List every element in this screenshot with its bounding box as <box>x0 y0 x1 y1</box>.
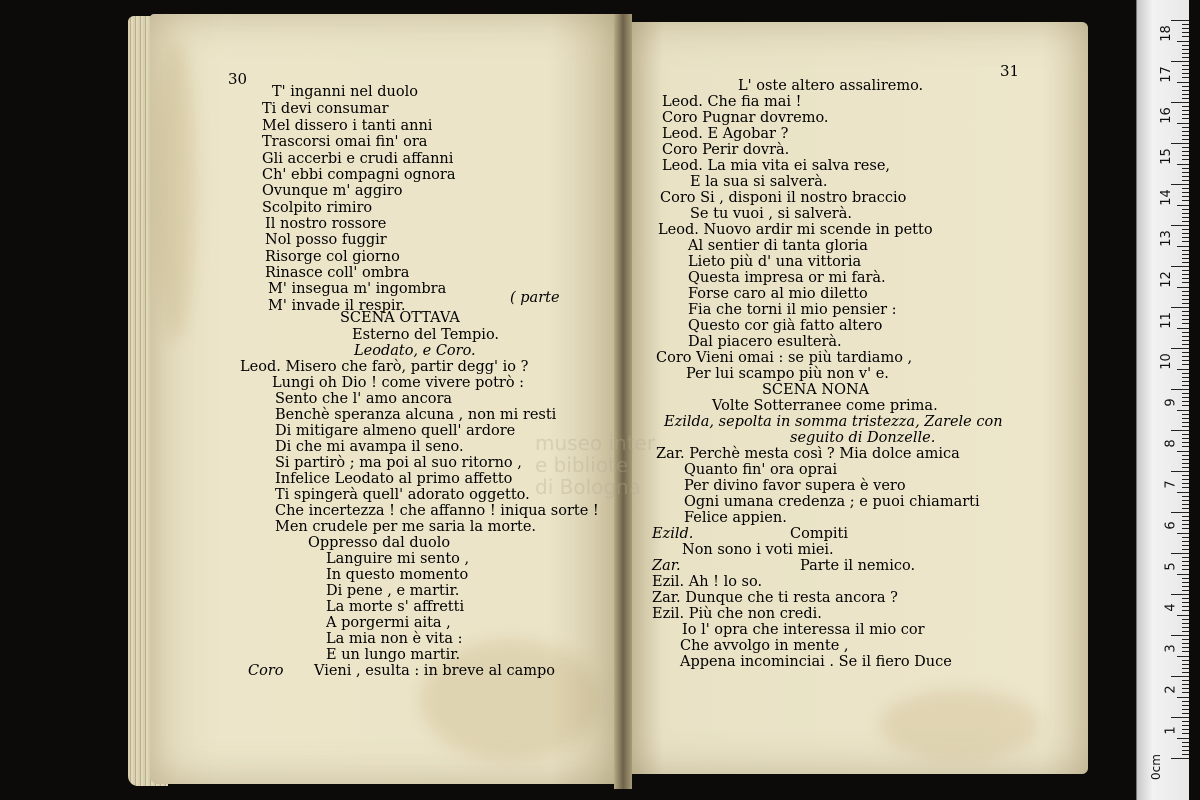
ruler-tick <box>1182 188 1189 189</box>
ruler-tick <box>1182 135 1189 136</box>
text-line: Questa impresa or mi farà. <box>688 270 886 286</box>
ruler-tick <box>1182 729 1189 730</box>
ruler-tick <box>1182 516 1189 517</box>
text-line: Non sono i voti miei. <box>682 542 834 558</box>
ruler-tick <box>1182 545 1189 546</box>
ruler-tick <box>1182 750 1189 751</box>
ruler-tick <box>1182 69 1189 70</box>
text-line: Gli accerbi e crudi affanni <box>262 151 454 167</box>
ruler-tick <box>1182 684 1189 685</box>
ruler-tick <box>1177 574 1189 575</box>
ruler-tick <box>1182 311 1189 312</box>
ruler-tick <box>1182 754 1189 755</box>
ruler-number: 17 <box>1159 66 1175 83</box>
ruler-tick <box>1182 356 1189 357</box>
text-line: Ogni umana credenza ; e puoi chiamarti <box>684 494 980 510</box>
ruler-tick <box>1177 287 1189 288</box>
ruler-tick <box>1177 533 1189 534</box>
ruler-tick <box>1182 479 1189 480</box>
text-line: Leod. La mia vita ei salva rese, <box>662 158 891 174</box>
text-line: Men crudele per me saria la morte. <box>275 519 537 535</box>
ruler-tick <box>1182 496 1189 497</box>
ruler-tick <box>1182 176 1189 177</box>
ruler-tick <box>1182 45 1189 46</box>
text-line: Languire mi sento , <box>326 551 470 567</box>
ruler-tick <box>1182 172 1189 173</box>
ruler-tick <box>1182 688 1189 689</box>
ruler-tick <box>1182 643 1189 644</box>
ruler-tick <box>1182 504 1189 505</box>
ruler-tick <box>1182 442 1189 443</box>
scene-heading: SCENA OTTAVA <box>340 310 460 326</box>
ruler-tick <box>1182 631 1189 632</box>
ruler-tick <box>1182 323 1189 324</box>
ruler-tick <box>1182 660 1189 661</box>
text-line: Per divino favor supera è vero <box>684 478 906 494</box>
text-line: Mel dissero i tanti anni <box>262 118 433 134</box>
ruler-tick <box>1182 53 1189 54</box>
ruler-tick <box>1182 262 1189 263</box>
ruler-tick <box>1171 389 1189 390</box>
speaker-label: Zar. <box>652 558 681 574</box>
ruler-tick <box>1182 582 1189 583</box>
text-line: Ch' ebbi compagni ognora <box>262 167 456 183</box>
text-line: Trascorsi omai fin' ora <box>262 134 428 150</box>
ruler-tick <box>1182 541 1189 542</box>
ruler-number: 5 <box>1163 562 1179 571</box>
ruler-tick <box>1182 315 1189 316</box>
ruler-tick <box>1182 118 1189 119</box>
ruler-tick <box>1182 200 1189 201</box>
ruler-number: 10 <box>1159 353 1175 370</box>
text-line: Esterno del Tempio. <box>352 327 500 343</box>
speaker-label: Ezild. <box>652 526 694 542</box>
ruler-tick <box>1182 360 1189 361</box>
watermark <box>535 432 655 498</box>
ruler-tick <box>1177 410 1189 411</box>
text-line: Di pene , e martir. <box>326 583 460 599</box>
stage-direction: Ezilda, sepolta in somma tristezza, Zarele con <box>664 414 1003 430</box>
text-line: Risorge col giorno <box>265 249 400 265</box>
ruler-tick <box>1182 561 1189 562</box>
text-line: Il nostro rossore <box>265 216 387 232</box>
text-line: A porgermi aita , <box>326 615 451 631</box>
text-line: Si partirò ; ma poi al suo ritorno , <box>275 455 522 471</box>
text-line: E un lungo martir. <box>326 647 461 663</box>
ruler-tick <box>1171 225 1189 226</box>
ruler-tick <box>1171 102 1189 103</box>
ruler-number: 18 <box>1159 25 1175 42</box>
ruler-number: 11 <box>1159 312 1175 329</box>
text-line: Sento che l' amo ancora <box>275 391 453 407</box>
ruler-tick <box>1182 475 1189 476</box>
text-line: Felice appien. <box>684 510 787 526</box>
ruler-tick <box>1177 656 1189 657</box>
ruler-tick <box>1182 668 1189 669</box>
ruler-tick <box>1182 647 1189 648</box>
ruler-tick <box>1182 528 1189 529</box>
ruler-tick <box>1182 278 1189 279</box>
ruler-tick <box>1182 221 1189 222</box>
ruler-tick <box>1182 65 1189 66</box>
ruler-tick <box>1182 701 1189 702</box>
page-number: 30 <box>228 70 248 88</box>
ruler-tick <box>1182 110 1189 111</box>
ruler-tick <box>1177 615 1189 616</box>
ruler-tick <box>1182 94 1189 95</box>
text-line: Coro Vieni omai : se più tardiamo , <box>656 350 913 366</box>
ruler-tick <box>1182 385 1189 386</box>
paper-stain <box>880 690 1040 760</box>
ruler-tick <box>1182 114 1189 115</box>
text-line: M' insegua m' ingombra <box>268 281 447 297</box>
text-line: In questo momento <box>326 567 469 583</box>
ruler-tick <box>1171 348 1189 349</box>
text-line: Ezil. Più che non credi. <box>652 606 822 622</box>
ruler-tick <box>1182 373 1189 374</box>
ruler-tick <box>1182 319 1189 320</box>
text-line: Lungi oh Dio ! come vivere potrò : <box>272 375 525 391</box>
ruler-unit: 0cm <box>1148 754 1163 780</box>
text-line: Questo cor già fatto altero <box>688 318 883 334</box>
ruler-tick <box>1182 459 1189 460</box>
ruler-tick <box>1182 36 1189 37</box>
ruler-tick <box>1182 258 1189 259</box>
ruler-tick <box>1182 106 1189 107</box>
ruler-number: 15 <box>1159 148 1175 165</box>
text-line: Appena incominciai . Se il fiero Duce <box>680 654 952 670</box>
ruler-tick <box>1182 209 1189 210</box>
text-line: Coro Pugnar dovremo. <box>662 110 829 126</box>
ruler-tick <box>1182 159 1189 160</box>
ruler-tick <box>1182 291 1189 292</box>
ruler-tick <box>1182 377 1189 378</box>
text-line: Nol posso fuggir <box>265 232 387 248</box>
ruler-number: 2 <box>1163 685 1179 694</box>
ruler-tick <box>1182 336 1189 337</box>
ruler-tick <box>1182 414 1189 415</box>
measuring-ruler <box>1136 0 1189 800</box>
ruler-tick <box>1182 86 1189 87</box>
text-line: Parte il nemico. <box>800 558 916 574</box>
ruler-tick <box>1182 672 1189 673</box>
ruler-tick <box>1182 508 1189 509</box>
scene-heading: SCENA NONA <box>762 382 870 398</box>
ruler-number: 14 <box>1159 189 1175 206</box>
ruler-tick <box>1182 237 1189 238</box>
ruler-tick <box>1182 229 1189 230</box>
text-line: Infelice Leodato al primo affetto <box>275 471 513 487</box>
ruler-tick <box>1182 426 1189 427</box>
ruler-tick <box>1182 598 1189 599</box>
ruler-tick <box>1182 332 1189 333</box>
ruler-tick <box>1177 123 1189 124</box>
ruler-tick <box>1182 455 1189 456</box>
ruler-tick <box>1182 418 1189 419</box>
ruler-tick <box>1182 180 1189 181</box>
text-line: Leod. Misero che farò, partir degg' io ? <box>240 359 529 375</box>
ruler-tick <box>1182 168 1189 169</box>
ruler-tick <box>1182 610 1189 611</box>
text-line: Quanto fin' ora oprai <box>684 462 838 478</box>
text-line: Leod. Che fia mai ! <box>662 94 802 110</box>
ruler-number: 6 <box>1163 521 1179 530</box>
stage-direction: ( parte <box>510 290 560 306</box>
ruler-tick <box>1182 303 1189 304</box>
ruler-tick <box>1182 680 1189 681</box>
ruler-tick <box>1182 463 1189 464</box>
ruler-tick <box>1182 282 1189 283</box>
ruler-tick <box>1182 438 1189 439</box>
ruler-number: 16 <box>1159 107 1175 124</box>
ruler-tick <box>1182 299 1189 300</box>
paper-stain <box>155 40 195 340</box>
ruler-tick <box>1171 717 1189 718</box>
ruler-tick <box>1182 725 1189 726</box>
ruler-tick <box>1171 307 1189 308</box>
ruler-tick <box>1171 676 1189 677</box>
ruler-tick <box>1182 57 1189 58</box>
text-line: Coro Perir dovrà. <box>662 142 790 158</box>
ruler-tick <box>1182 434 1189 435</box>
ruler-tick <box>1177 164 1189 165</box>
text-line: Zar. Perchè mesta così ? Mia dolce amica <box>656 446 960 462</box>
ruler-tick <box>1177 697 1189 698</box>
ruler-tick <box>1177 328 1189 329</box>
ruler-tick <box>1177 246 1189 247</box>
ruler-tick <box>1182 713 1189 714</box>
ruler-tick <box>1182 32 1189 33</box>
text-line: Zar. Dunque che ti resta ancora ? <box>652 590 898 606</box>
text-line: Benchè speranza alcuna , non mi resti <box>275 407 557 423</box>
ruler-tick <box>1182 721 1189 722</box>
text-line: Di che mi avampa il seno. <box>275 439 464 455</box>
watermark-line: museo inter <box>535 431 656 455</box>
text-line: Coro Si , disponi il nostro braccio <box>660 190 907 206</box>
ruler-tick <box>1182 295 1189 296</box>
text-line: Rinasce coll' ombra <box>265 265 410 281</box>
ruler-tick <box>1182 381 1189 382</box>
ruler-tick <box>1182 340 1189 341</box>
ruler-tick <box>1177 82 1189 83</box>
ruler-number: 3 <box>1163 644 1179 653</box>
text-line: Forse caro al mio diletto <box>688 286 868 302</box>
ruler-tick <box>1171 471 1189 472</box>
ruler-tick <box>1182 606 1189 607</box>
ruler-tick <box>1177 205 1189 206</box>
ruler-tick <box>1182 213 1189 214</box>
text-line: E la sua si salverà. <box>690 174 828 190</box>
ruler-tick <box>1171 553 1189 554</box>
ruler-tick <box>1182 590 1189 591</box>
text-line: Ti spingerà quell' adorato oggetto. <box>275 487 530 503</box>
text-line: Ovunque m' aggiro <box>262 183 403 199</box>
ruler-tick <box>1177 492 1189 493</box>
ruler-tick <box>1182 254 1189 255</box>
text-line: Vieni , esulta : in breve al campo <box>314 663 555 679</box>
text-line: Fia che torni il mio pensier : <box>688 302 897 318</box>
ruler-tick <box>1182 627 1189 628</box>
text-line: M' invade il respir. <box>268 298 406 314</box>
ruler-tick <box>1182 623 1189 624</box>
ruler-tick <box>1177 369 1189 370</box>
text-line: Io l' opra che interessa il mio cor <box>682 622 925 638</box>
ruler-tick <box>1182 196 1189 197</box>
ruler-tick <box>1182 500 1189 501</box>
ruler-tick <box>1182 90 1189 91</box>
text-line: La mia non è vita : <box>326 631 463 647</box>
ruler-tick <box>1171 430 1189 431</box>
text-line: Compiti <box>790 526 848 542</box>
text-line: Lieto più d' una vittoria <box>688 254 862 270</box>
ruler-tick <box>1182 467 1189 468</box>
ruler-tick <box>1182 586 1189 587</box>
ruler-tick <box>1182 549 1189 550</box>
ruler-tick <box>1182 524 1189 525</box>
ruler-tick <box>1171 758 1189 759</box>
watermark-line: di Bologna <box>535 475 641 499</box>
ruler-tick <box>1182 487 1189 488</box>
text-line: Volte Sotterranee come prima. <box>712 398 938 414</box>
ruler-tick <box>1182 651 1189 652</box>
stage-direction: seguito di Donzelle. <box>790 430 936 446</box>
text-line: Ezil. Ah ! lo so. <box>652 574 763 590</box>
ruler-tick <box>1182 705 1189 706</box>
ruler-tick <box>1177 41 1189 42</box>
ruler-tick <box>1177 451 1189 452</box>
text-line: La morte s' affretti <box>326 599 465 615</box>
ruler-tick <box>1182 422 1189 423</box>
ruler-number: 13 <box>1159 230 1175 247</box>
ruler-tick <box>1182 733 1189 734</box>
ruler-number: 12 <box>1159 271 1175 288</box>
ruler-tick <box>1182 147 1189 148</box>
ruler-tick <box>1182 131 1189 132</box>
ruler-tick <box>1182 364 1189 365</box>
ruler-tick <box>1182 602 1189 603</box>
text-line: Al sentier di tanta gloria <box>688 238 868 254</box>
ruler-tick <box>1182 401 1189 402</box>
ruler-tick <box>1182 344 1189 345</box>
text-line: L' oste altero assaliremo. <box>738 78 924 94</box>
ruler-tick <box>1182 639 1189 640</box>
text-line: T' inganni nel duolo <box>272 84 418 100</box>
ruler-number: 8 <box>1163 439 1179 448</box>
text-line: Oppresso dal duolo <box>308 535 451 551</box>
text-line: Che incertezza ! che affanno ! iniqua sorte ! <box>275 503 599 519</box>
text-line: Per lui scampo più non v' e. <box>686 366 889 382</box>
text-line: Leod. Nuovo ardir mi scende in petto <box>658 222 933 238</box>
ruler-tick <box>1182 127 1189 128</box>
ruler-tick <box>1182 520 1189 521</box>
ruler-tick <box>1182 217 1189 218</box>
ruler-tick <box>1182 393 1189 394</box>
ruler-tick <box>1171 266 1189 267</box>
ruler-tick <box>1171 184 1189 185</box>
page-number: 31 <box>1000 62 1020 80</box>
ruler-tick <box>1182 139 1189 140</box>
ruler-tick <box>1182 155 1189 156</box>
ruler-tick <box>1182 742 1189 743</box>
text-line: Dal piacero esulterà. <box>688 334 842 350</box>
ruler-tick <box>1182 565 1189 566</box>
text-line: Se tu vuoi , si salverà. <box>690 206 852 222</box>
ruler-tick <box>1171 594 1189 595</box>
ruler-tick <box>1182 77 1189 78</box>
ruler-tick <box>1182 98 1189 99</box>
ruler-tick <box>1171 143 1189 144</box>
ruler-tick <box>1182 483 1189 484</box>
text-line: Che avvolgo in mente , <box>680 638 849 654</box>
ruler-tick <box>1182 352 1189 353</box>
ruler-tick <box>1182 233 1189 234</box>
ruler-tick <box>1182 241 1189 242</box>
ruler-tick <box>1182 619 1189 620</box>
ruler-tick <box>1182 73 1189 74</box>
ruler-number: 4 <box>1163 603 1179 612</box>
text-line: Leod. E Agobar ? <box>662 126 789 142</box>
ruler-tick <box>1182 270 1189 271</box>
ruler-tick <box>1182 28 1189 29</box>
ruler-tick <box>1182 578 1189 579</box>
watermark-line: e bibliote <box>535 453 629 477</box>
ruler-tick <box>1182 397 1189 398</box>
ruler-tick <box>1182 250 1189 251</box>
speaker-label: Coro <box>248 663 284 679</box>
ruler-tick <box>1182 569 1189 570</box>
ruler-tick <box>1171 635 1189 636</box>
ruler-tick <box>1182 709 1189 710</box>
ruler-tick <box>1182 746 1189 747</box>
ruler-number: 1 <box>1163 726 1179 735</box>
ruler-number: 9 <box>1163 398 1179 407</box>
text-line: Di mitigare almeno quell' ardore <box>275 423 516 439</box>
ruler-tick <box>1182 446 1189 447</box>
ruler-tick <box>1182 664 1189 665</box>
ruler-number: 7 <box>1163 480 1179 489</box>
ruler-tick <box>1182 557 1189 558</box>
ruler-tick <box>1182 49 1189 50</box>
text-line: Scolpito rimiro <box>262 200 373 216</box>
stage-direction: Leodato, e Coro. <box>354 343 476 359</box>
ruler-tick <box>1182 405 1189 406</box>
ruler-tick <box>1171 512 1189 513</box>
text-line: Ti devi consumar <box>262 101 389 117</box>
ruler-tick <box>1171 61 1189 62</box>
ruler-tick <box>1182 151 1189 152</box>
ruler-tick <box>1182 274 1189 275</box>
ruler-tick <box>1182 692 1189 693</box>
ruler-tick <box>1171 20 1189 21</box>
ruler-tick <box>1182 24 1189 25</box>
ruler-tick <box>1182 192 1189 193</box>
ruler-tick <box>1177 738 1189 739</box>
ruler-tick <box>1182 537 1189 538</box>
book-gutter <box>614 14 632 789</box>
